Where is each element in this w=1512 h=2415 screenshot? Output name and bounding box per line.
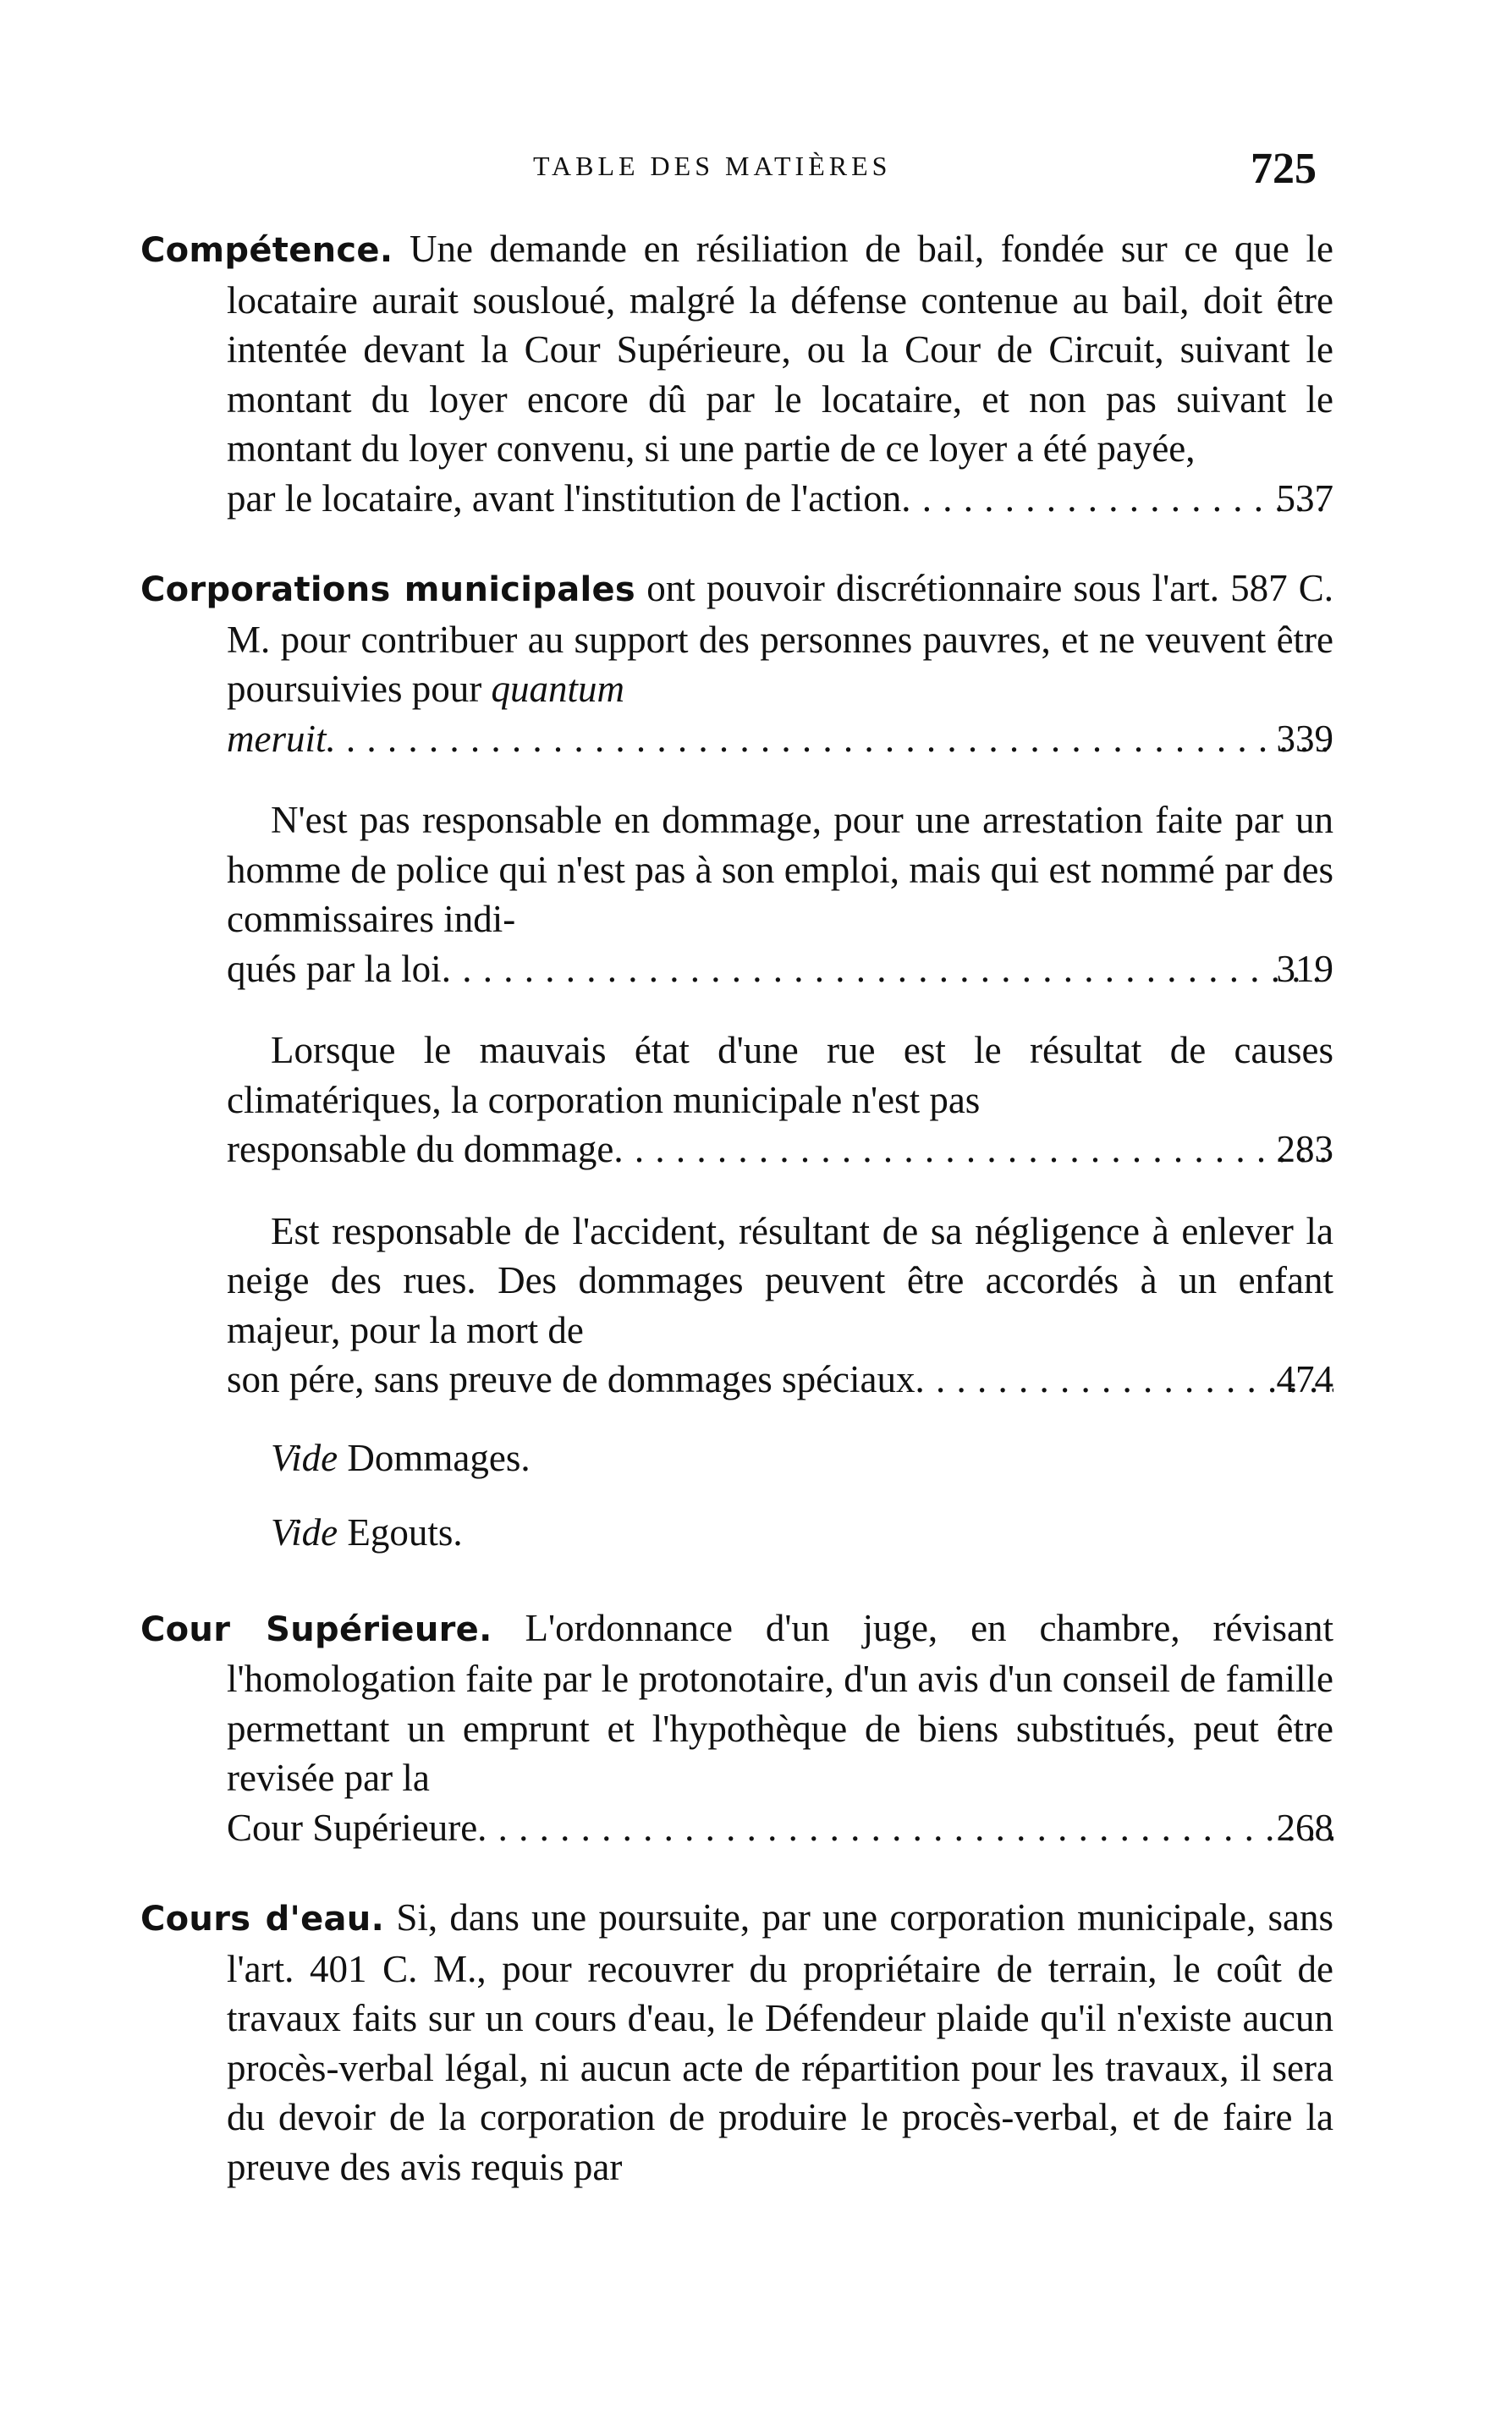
sub-entry [140,795,1333,993]
see-also-reference [140,1433,1333,1483]
index-entry-cours-deau [140,1893,1333,2192]
sub-entry [140,1207,1333,1405]
entry-text-end: Cour Supérieure . . . [227,1807,477,1849]
leader-line [227,1125,1333,1174]
sub-entry-text: Lorsque le mauvais état d'une rue est le résultat de causes climatériques, la corporation municipale n'est pas [227,1029,1333,1121]
running-head-title: TABLE DES MATIÈRES [533,151,892,181]
page-reference: 319 [1270,944,1334,994]
see-also-reference [140,1508,1333,1558]
page-reference: 339 [1270,714,1334,764]
sub-entry-text-end: son pére, sans preuve de dommages spéciaux . . . [227,1358,915,1400]
page-reference: 283 [1270,1125,1334,1174]
latin-term-end: meruit . . . [227,718,327,760]
leader-line [227,1355,1333,1405]
vide-label: Vide [271,1511,338,1554]
leader-line [227,474,1333,524]
sub-entry-text-end: qués par la loi . . . [227,948,442,990]
vide-target: Dommages. [347,1436,531,1479]
entry-text-end: par le locataire, avant l'institution de l'action . . . [227,477,901,520]
leader-line [227,944,1333,994]
running-head [0,145,1512,201]
entry-text: L'ordonnance d'un juge, en chambre, révisant l'homologation faite par le protonotaire, d'un avis d'un conseil de famille permettant un emprunt et l'hypothèque de biens substitués, peut être revisée par la [227,1606,1334,1799]
index-entry-competence [140,224,1333,523]
page-reference: 474 [1270,1355,1334,1405]
leader-line [227,714,1333,764]
sub-entry-text: Est responsable de l'accident, résultant de sa négligence à enlever la neige des rues. Des dommages peuvent être accordés à un enfant majeur, pour la mort de [227,1209,1333,1351]
index-entry-corporations-municipales [140,564,1333,763]
latin-term: quantum [491,668,624,710]
headword: Cours d'eau. [140,1900,385,1939]
leader-line [227,1803,1333,1853]
page-number: 725 [1251,145,1317,193]
index-entry-cour-superieure [140,1604,1333,1853]
sub-entry-text: N'est pas responsable en dommage, pour une arrestation faite par un homme de police qui n'est pas à son emploi, mais qui est nommé par des commissaires indi- [227,799,1333,940]
vide-label: Vide [271,1436,338,1479]
headword: Corporations municipales [140,570,636,609]
entry-text: Si, dans une poursuite, par une corporation municipale, sans l'art. 401 C. M., pour recouvrer du propriétaire de terrain, le coût de travaux faits sur un cours d'eau, le Défendeur plaide qu'il n'existe aucun procès-verbal légal, ni aucun acte de répartition pour les travaux, il sera du devoir de la corporation de produire le procès-verbal, et de faire la preuve des avis requis par [227,1896,1334,2188]
sub-entry [140,1026,1333,1174]
page-reference: 537 [1270,474,1334,524]
sub-entry-text-end: responsable du dommage . . . [227,1128,613,1170]
vide-target: Egouts. [347,1511,463,1554]
entry-text: ont pouvoir discrétionnaire sous l'art. 587 C. M. pour contribuer au support des personnes pauvres, et ne veuvent être poursuivies pour [227,567,1333,710]
headword: Cour Supérieure. [140,1609,492,1649]
index-content [140,224,1333,2192]
entry-text: Une demande en résiliation de bail, fondée sur ce que le locataire aurait sousloué, malgré la défense contenue au bail, doit être intentée devant la Cour Supérieure, ou la Cour de Circuit, suivant le montant du loyer encore dû par le locataire, et non pas suivant le montant du loyer convenu, si une partie de ce loyer a été payée, [227,228,1333,470]
headword: Compétence. [140,231,393,270]
page-reference: 268 [1270,1803,1334,1853]
